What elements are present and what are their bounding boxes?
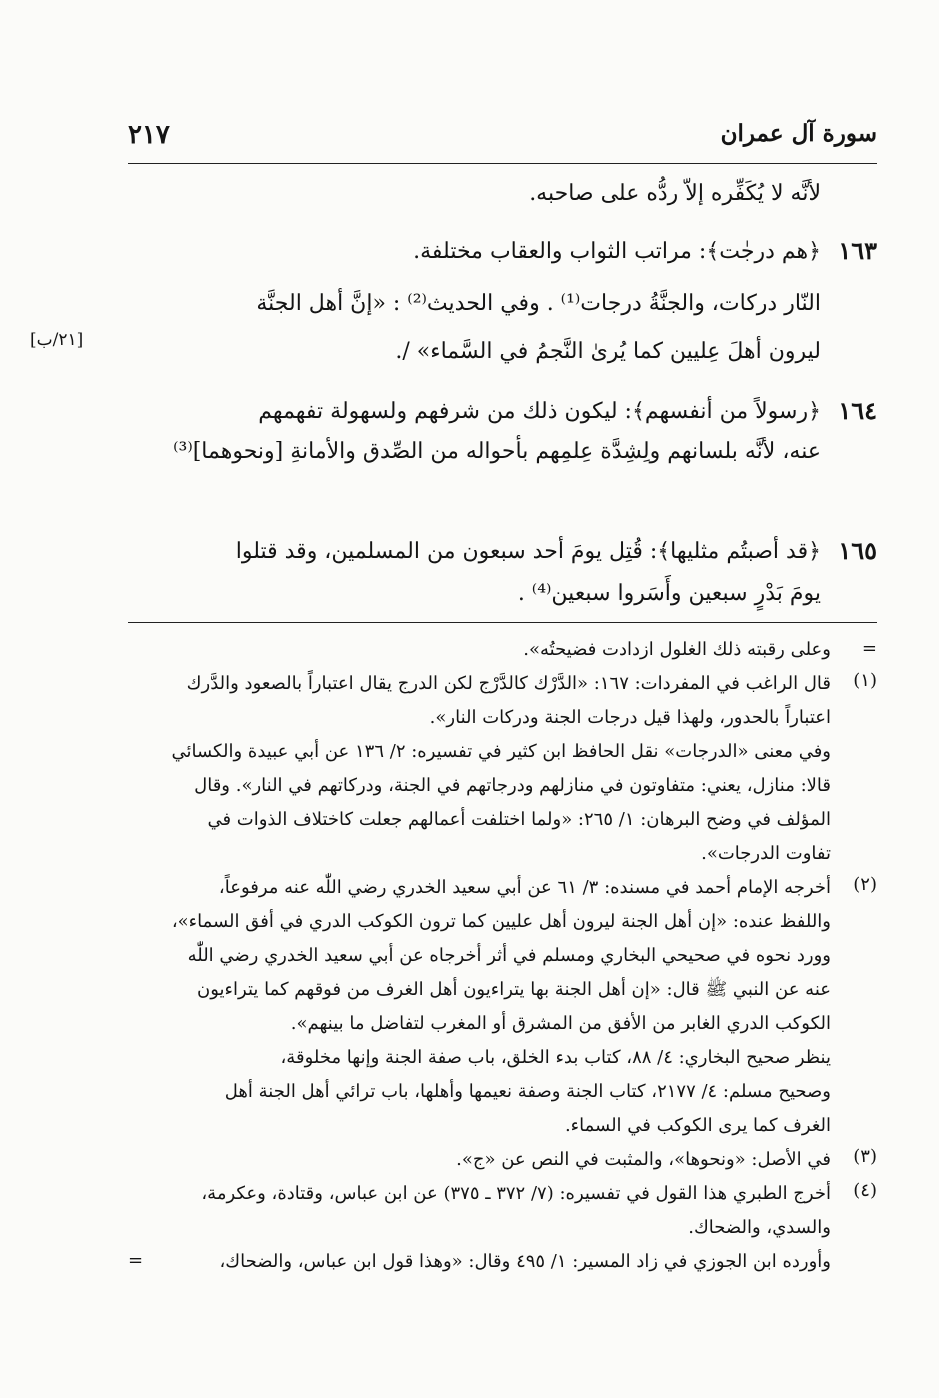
footnote-2-line: عنه عن النبي ﷺ قال: «إن أهل الجنة بها يتراءيون أهل الغرف من فوقهم كما يتراءيون xyxy=(197,979,831,1000)
footnote-4-number: (٤) xyxy=(853,1180,877,1201)
footnote-1-line: قال الراغب في المفردات: ١٦٧: «الدَّرْك كالدَّرْج لكن الدرج يقال اعتباراً بالصعود والدَّرك xyxy=(186,673,831,694)
verse-163-line-1: ﴿هم درجٰت﴾: مراتب الثواب والعقاب مختلفة. xyxy=(413,239,821,264)
header-rule xyxy=(128,163,877,164)
continuation-line: لأنَّه لا يُكَفِّره إلاّ ردُّه على صاحبه. xyxy=(529,181,821,206)
footnote-1-line: المؤلف في وضح البرهان: ١/ ٢٦٥: «ولما اختلفت أعمالهم جعلت كاختلاف الذوات في xyxy=(207,809,831,830)
footnote-2-line: أخرجه الإمام أحمد في مسنده: ٣/ ٦١ عن أبي سعيد الخدري رضي اللّٰه عنه مرفوعاً، xyxy=(218,877,831,898)
verse-163-line-3: ليرون أهلَ عِليين كما يُرىٰ النَّجمُ في السَّماء» /. xyxy=(395,339,821,364)
footnote-2-line: ينظر صحيح البخاري: ٤/ ٨٨، كتاب بدء الخلق، باب صفة الجنة وإنها مخلوقة، xyxy=(280,1047,831,1068)
footnote-2-line: الغرف كما يرى الكوكب في السماء. xyxy=(564,1115,831,1136)
footnote-4-line: وأورده ابن الجوزي في زاد المسير: ١/ ٤٩٥ وقال: «وهذا قول ابن عباس، والضحاك، xyxy=(219,1251,831,1272)
footnote-2-line: الكوكب الدري الغابر من الأفق من المشرق أو المغرب لتفاضل ما بينهم». xyxy=(290,1013,831,1034)
footnote-1-number: (١) xyxy=(853,670,877,691)
footnote-2-line: واللفظ عنده: «إن أهل الجنة ليرون أهل عليين كما ترون الكوكب الدري في أفق السماء»، xyxy=(171,911,831,932)
footnote-4-line: أخرج الطبري هذا القول في تفسيره: (٧/ ٣٧٢ ـ ٣٧٥) عن ابن عباس، وقتادة، وعكرمة، xyxy=(201,1183,831,1204)
verse-164-line-2: عنه، لأنَّه بلسانهم ولِشِدَّة عِلمِهم بأحواله من الصِّدق والأمانةِ [ونحوهما]⁽³⁾ xyxy=(173,439,821,464)
footnote-2-line: وورد نحوه في صحيحي البخاري ومسلم في أثر أخرجاه عن أبي سعيد الخدري رضي اللّٰه xyxy=(187,945,831,966)
verse-number-165: ١٦٥ xyxy=(838,536,877,565)
footnote-3-line: في الأصل: «ونحوها»، والمثبت في النص عن «ج». xyxy=(456,1149,831,1170)
page-number: ٢١٧ xyxy=(128,120,170,150)
footnote-4-line: والسدي، والضحاك. xyxy=(688,1217,831,1238)
manuscript-folio-note: [٢١/ب] xyxy=(30,330,84,350)
footnote-1-line: قالا: منازل، يعني: متفاوتون في منازلهم ودرجاتهم في الجنة، ودركاتهم في النار». وقال xyxy=(194,775,831,796)
footnote-separator xyxy=(128,622,877,623)
footnote-1-line: وفي معنى «الدرجات» نقل الحافظ ابن كثير في تفسيره: ٢/ ١٣٦ عن أبي عبيدة والكسائي xyxy=(171,741,831,762)
footnote-1-line: تفاوت الدرجات». xyxy=(701,843,831,864)
surah-title: سورة آل عمران xyxy=(720,120,877,147)
verse-number-164: ١٦٤ xyxy=(838,396,877,425)
verse-number-163: ١٦٣ xyxy=(838,236,877,265)
footnote-1-line: اعتباراً بالحدور، ولهذا قيل درجات الجنة ودركات النار». xyxy=(429,707,831,728)
footnote-3-number: (٣) xyxy=(853,1146,877,1167)
continuation-mark-end: = xyxy=(128,1250,144,1271)
verse-165-line-2: يومَ بَدْرٍ سبعين وأَسَروا سبعين⁽⁴⁾ . xyxy=(517,581,821,606)
footnote-carryover: وعلى رقبته ذلك الغلول ازدادت فضيحتُه». xyxy=(523,639,831,660)
verse-163-line-2: النّار دركات، والجنَّةُ درجات⁽¹⁾ . وفي الحديث⁽²⁾ : «إنَّ أهل الجنَّة xyxy=(256,291,821,316)
verse-165-line-1: ﴿قد أصبتُم مثليها﴾: قُتِل يومَ أحد سبعون من المسلمين، وقد قتلوا xyxy=(235,539,821,564)
continuation-mark: = xyxy=(861,638,877,659)
footnote-2-number: (٢) xyxy=(853,874,877,895)
footnote-2-line: وصحيح مسلم: ٤/ ٢١٧٧، كتاب الجنة وصفة نعيمها وأهلها، باب ترائي أهل الجنة أهل xyxy=(224,1081,831,1102)
verse-164-line-1: ﴿رسولاً من أنفسهم﴾: ليكون ذلك من شرفهم ولسهولة تفهمهم xyxy=(258,399,821,424)
